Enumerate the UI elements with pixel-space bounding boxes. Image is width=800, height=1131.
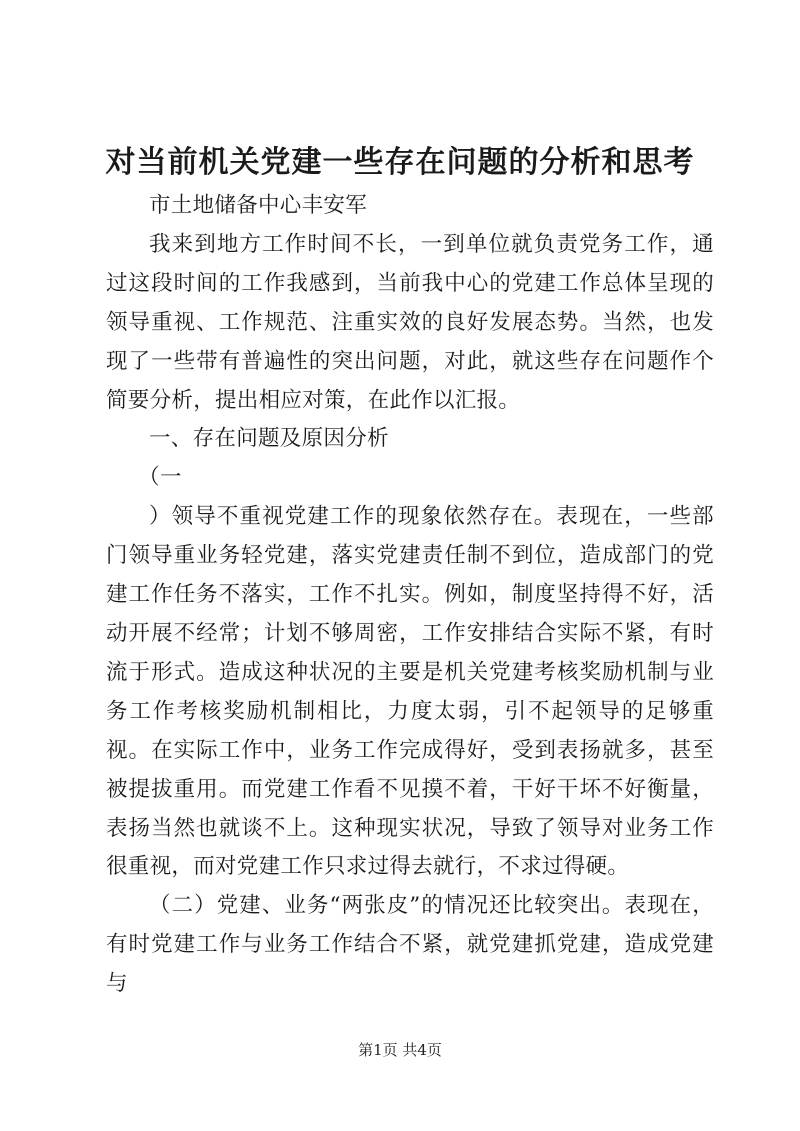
body-paragraph: ）领导不重视党建工作的现象依然存在。表现在，一些部门领导重业务轻党建，落实党建责任制不到位，造成部门的党建工作任务不落实，工作不扎实。例如，制度坚持得不好，活动开展不经常；计划不够周密，工作安排结合实际不紧，有时流于形式。造成这种状况的主要是机关党建考核奖励机制与业务工作考核奖励机制相比，力度太弱，引不起领导的足够重视。在实际工作中，业务工作完成得好，受到表扬就多，甚至被提拔重用。而党建工作看不见摸不着，干好干坏不好衡量，表扬当然也就谈不上。这种现实状况，导致了领导对业务工作很重视，而对党建工作只求过得去就行，不求过得硬。: [106, 504, 714, 880]
subsection-marker: （一: [138, 465, 182, 491]
document-title: 对当前机关党建一些存在问题的分析和思考: [105, 145, 695, 180]
author-line: 市土地储备中心丰安军: [149, 193, 368, 218]
body-paragraph: （二）党建、业务“两张皮”的情况还比较突出。表现在，有时党建工作与业务工作结合不紧，就党建抓党建，造成党建与: [106, 893, 714, 997]
section-heading: 一、存在问题及原因分析: [149, 426, 389, 452]
intro-paragraph: 我来到地方工作时间不长，一到单位就负责党务工作，通过这段时间的工作我感到，当前我中心的党建工作总体呈现的领导重视、工作规范、注重实效的良好发展态势。当然，也发现了一些带有普遍性的突出问题，对此，就这些存在问题作个简要分析，提出相应对策，在此作以汇报。: [106, 231, 714, 413]
page-number-footer: 第1页 共4页: [358, 1041, 442, 1059]
document-body: [106, 187, 714, 1004]
